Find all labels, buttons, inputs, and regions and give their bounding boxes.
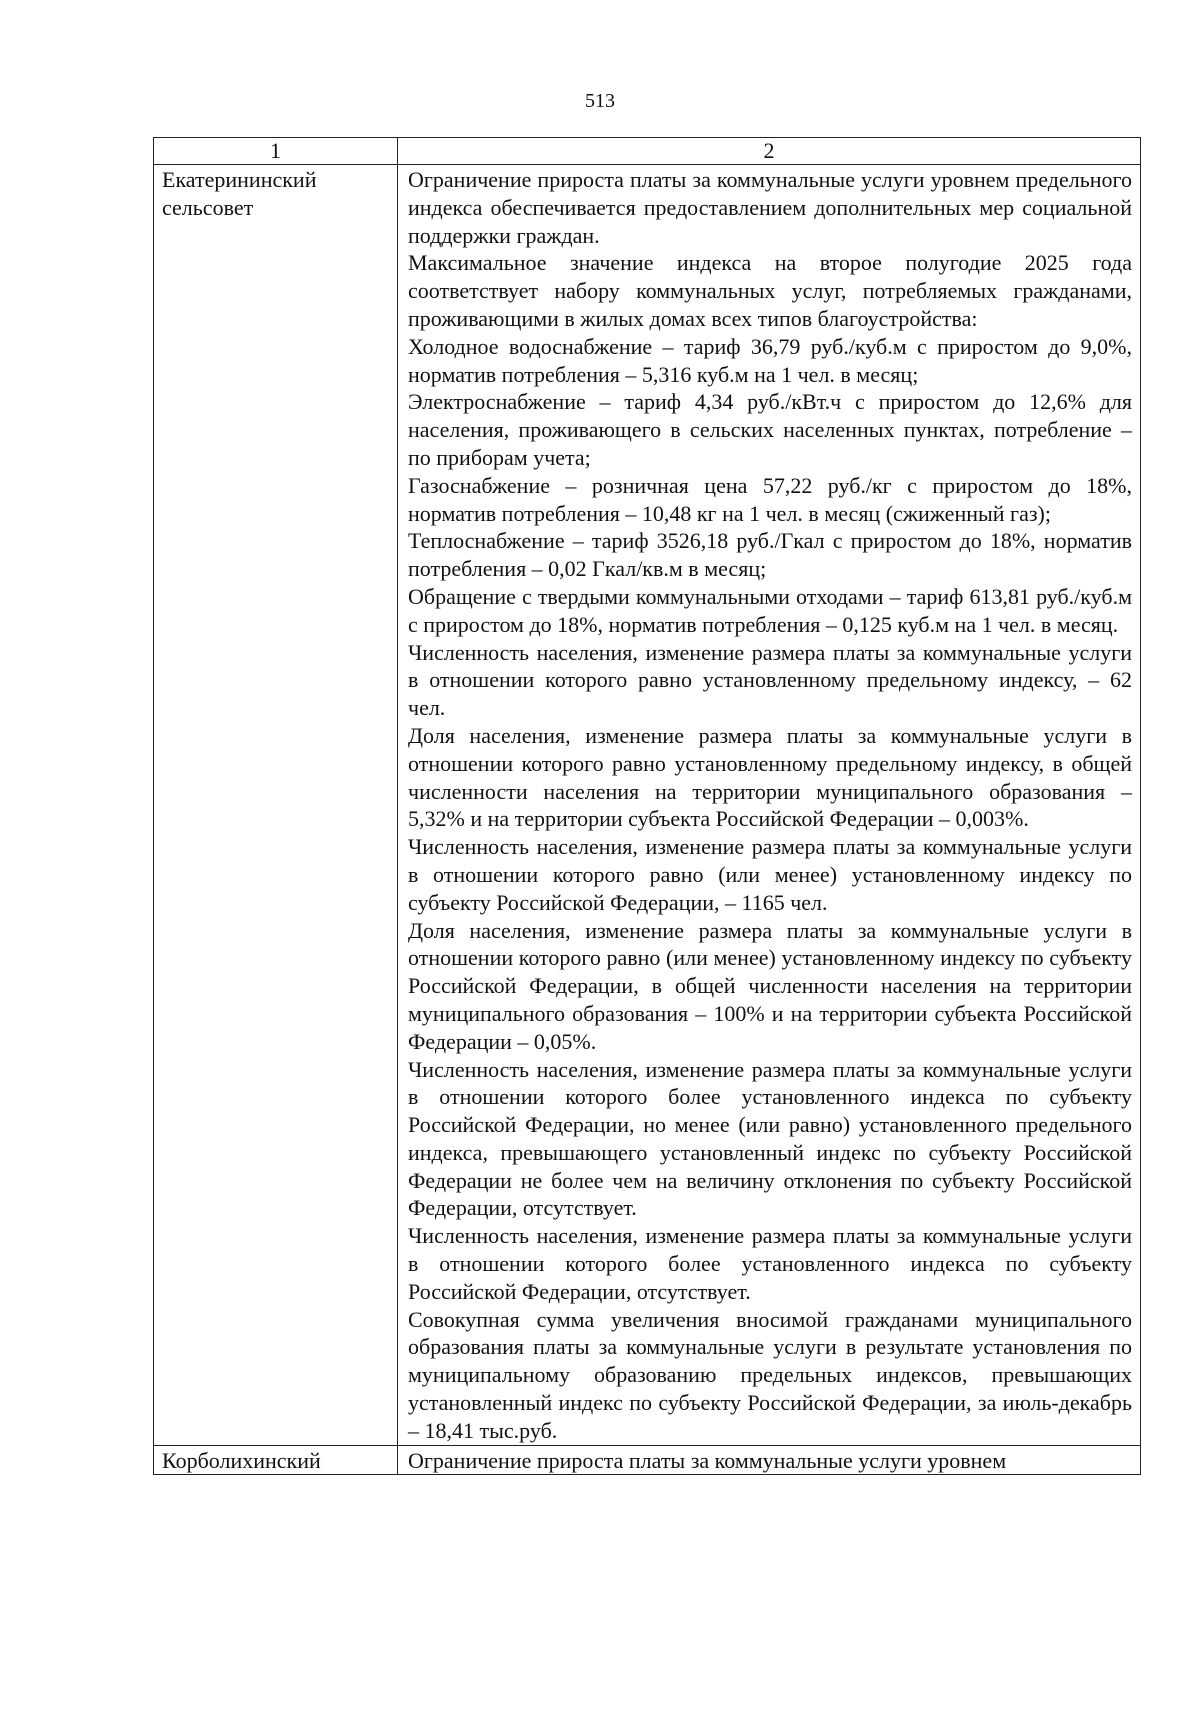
table-row xyxy=(154,165,1141,1446)
paragraph: Теплоснабжение – тариф 3526,18 руб./Гкал с приростом до 18%, норматив потребления – 0,02 Гкал/кв.м в месяц; xyxy=(408,528,1132,582)
paragraph: Холодное водоснабжение – тариф 36,79 руб./куб.м с приростом до 9,0%, норматив потребления – 5,316 куб.м на 1 чел. в месяц; xyxy=(408,333,1132,387)
column-header-2: 2 xyxy=(398,138,1141,165)
table-row xyxy=(154,1445,1141,1475)
paragraph: Обращение с твердыми коммунальными отходами – тариф 613,81 руб./куб.м с приростом до 18%, норматив потребления – 0,125 куб.м на 1 чел. в месяц. xyxy=(408,583,1132,637)
page-number: 513 xyxy=(585,90,615,112)
paragraph: Совокупная сумма увеличения вносимой гражданами муниципального образования платы за коммунальные услуги в результате установления по муниципальному образованию предельных индексов, превышающих установленный индекс по субъекту Российской Федерации, за июль-декабрь – 18,41 тыс.руб. xyxy=(408,1306,1132,1443)
paragraph: Численность населения, изменение размера платы за коммунальные услуги в отношении которого равно установленному предельному индексу, – 62 чел. xyxy=(408,639,1132,721)
paragraph: Доля населения, изменение размера платы за коммунальные услуги в отношении которого равно установленному предельному индексу, в общей численности населения на территории муниципального образования – 5,32% и на территории субъекта Российской Федерации – 0,003%. xyxy=(408,722,1132,832)
paragraph: Ограничение прироста платы за коммунальные услуги уровнем предельного индекса обеспечивается предоставлением дополнительных мер социальной поддержки граждан. xyxy=(408,167,1132,248)
paragraph: Доля населения, изменение размера платы за коммунальные услуги в отношении которого равно (или менее) установленному индексу по субъекту Российской Федерации, в общей численности населения на территории муниципального образования – 100% и на территории субъекта Российской Федерации – 0,05%. xyxy=(408,917,1132,1054)
paragraph: Газоснабжение – розничная цена 57,22 руб./кг с приростом до 18%, норматив потребления – 10,48 кг на 1 чел. в месяц (сжиженный газ); xyxy=(408,472,1132,526)
paragraph: Максимальное значение индекса на второе полугодие 2025 года соответствует набору коммунальных услуг, потребляемых гражданами, проживающими в жилых домах всех типов благоустройства: xyxy=(408,250,1132,331)
table-header-row xyxy=(154,138,1141,165)
paragraph: Численность населения, изменение размера платы за коммунальные услуги в отношении которого более установленного индекса по субъекту Российской Федерации, отсутствует. xyxy=(408,1223,1132,1304)
municipality-description xyxy=(398,1445,1141,1475)
paragraph: Электроснабжение – тариф 4,34 руб./кВт.ч с приростом до 12,6% для населения, проживающего в сельских населенных пунктах, потребление – по приборам учета; xyxy=(408,389,1132,470)
municipality-description xyxy=(398,165,1141,1446)
paragraph: Численность населения, изменение размера платы за коммунальные услуги в отношении которого равно (или менее) установленному индексу по субъекту Российской Федерации, – 1165 чел. xyxy=(408,834,1132,915)
tariff-table xyxy=(153,137,1141,1475)
municipality-name: Екатерининский сельсовет xyxy=(154,165,398,1446)
column-header-1: 1 xyxy=(154,138,398,165)
municipality-name: Корболихинский xyxy=(154,1445,398,1475)
paragraph: Ограничение прироста платы за коммунальные услуги уровнем xyxy=(408,1447,1007,1473)
paragraph: Численность населения, изменение размера платы за коммунальные услуги в отношении которого более установленного индекса по субъекту Российской Федерации, но менее (или равно) установленного предельного индекса, превышающего установленный индекс по субъекту Российской Федерации не более чем на величину отклонения по субъекту Российской Федерации, отсутствует. xyxy=(408,1056,1132,1221)
